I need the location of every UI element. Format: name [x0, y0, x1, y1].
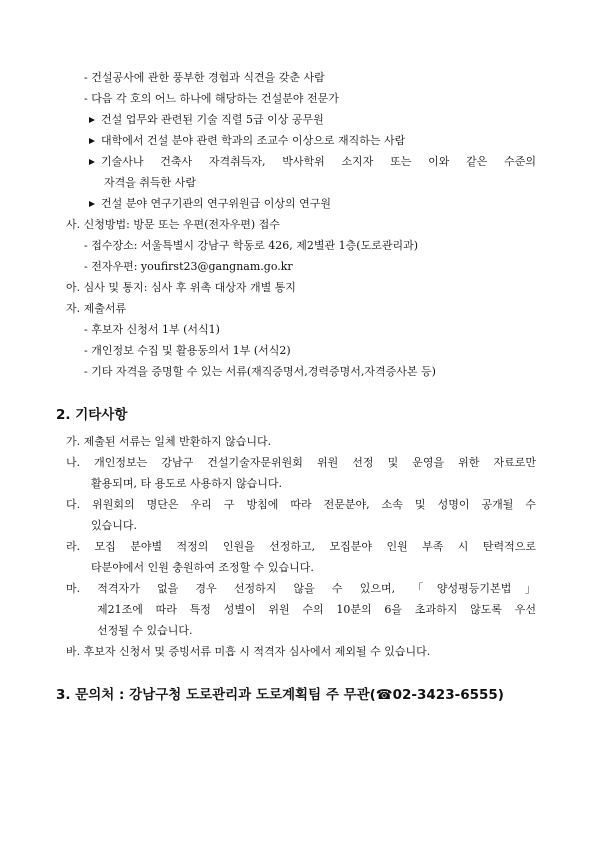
- list-item-continuation: 제21조에 따라 특정 성별이 위원 수의 10분의 6을 초과하지 않도록 우선: [97, 603, 536, 616]
- list-item: - 개인정보 수집 및 활용동의서 1부 (서식2): [84, 344, 291, 357]
- list-item: - 다음 각 호의 어느 하나에 해당하는 건설분야 전문가: [84, 92, 339, 105]
- list-item: 다. 위원회의 명단은 우리 구 방침에 따라 전문분야, 소속 및 성명이 공개될 수: [66, 498, 536, 511]
- list-item-continuation: 있습니다.: [91, 519, 138, 532]
- section-heading: 2. 기타사항: [56, 407, 128, 423]
- list-item-continuation: 타분야에서 인원 충원하여 조정할 수 있습니다.: [91, 561, 314, 574]
- list-item: - 전자우편: youfirst23@gangnam.go.kr: [84, 260, 293, 273]
- list-item: 사. 신청방법: 방문 또는 우편(전자우편) 접수: [66, 218, 280, 231]
- list-item: 마. 적격자가 없을 경우 선정하지 않을 수 있으며, 「양성평등기본법」: [66, 582, 536, 595]
- list-item: - 기타 자격을 증명할 수 있는 서류(재직증명서,경력증명서,자격증사본 등): [84, 365, 436, 378]
- list-item: - 접수장소: 서울특별시 강남구 학동로 426, 제2별관 1층(도로관리과): [84, 239, 418, 252]
- list-item: 건설 업무와 관련된 기술 직렬 5급 이상 공무원: [89, 113, 324, 127]
- list-item-continuation: 자격을 취득한 사람: [104, 176, 197, 189]
- triangle-bullet-icon: [89, 159, 95, 165]
- list-item: 기술사나 건축사 자격취득자, 박사학위 소지자 또는 이와 같은 수준의: [89, 155, 536, 169]
- triangle-bullet-icon: [89, 201, 95, 207]
- list-item: 라. 모집 분야별 적정의 인원을 선정하고, 모집분야 인원 부족 시 탄력적으로: [66, 540, 536, 553]
- list-item: 건설 분야 연구기관의 연구위원급 이상의 연구원: [89, 197, 331, 211]
- list-item: - 후보자 신청서 1부 (서식1): [84, 323, 220, 336]
- list-item: 대학에서 건설 분야 관련 학과의 조교수 이상으로 재직하는 사람: [89, 134, 405, 148]
- list-item-continuation: 활용되며, 타 용도로 사용하지 않습니다.: [91, 477, 282, 490]
- list-item: 나. 개인정보는 강남구 건설기술자문위원회 위원 선정 및 운영을 위한 자료로만: [66, 456, 536, 469]
- contact-heading: 3. 문의처 : 강남구청 도로관리과 도로계획팀 주 무관(☎02-3423-6555): [56, 687, 504, 703]
- triangle-bullet-icon: [89, 138, 95, 144]
- list-item: 자. 제출서류: [66, 302, 127, 315]
- list-item: 아. 심사 및 통지: 심사 후 위촉 대상자 개별 통지: [66, 281, 296, 294]
- list-item: 바. 후보자 신청서 및 증빙서류 미흡 시 적격자 심사에서 제외될 수 있습니다.: [66, 645, 431, 658]
- triangle-bullet-icon: [89, 117, 95, 123]
- list-item: 가. 제출된 서류는 일체 반환하지 않습니다.: [66, 435, 272, 448]
- list-item-continuation: 선정될 수 있습니다.: [97, 624, 193, 637]
- list-item: - 건설공사에 관한 풍부한 경험과 식견을 갖춘 사람: [84, 71, 325, 84]
